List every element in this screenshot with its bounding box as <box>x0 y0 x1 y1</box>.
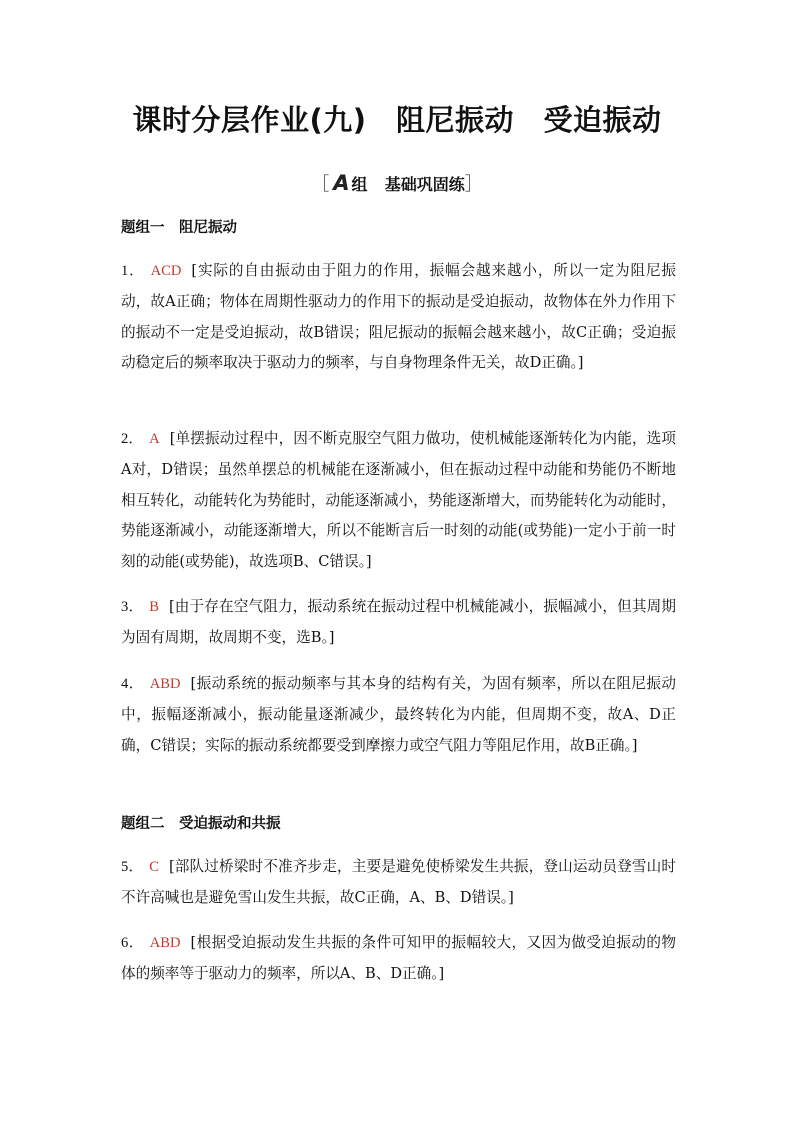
item-answer: ABD <box>149 676 181 692</box>
item-explanation: [实际的自由振动由于阻力的作用，振幅会越来越小，所以一定为阻尼振动，故A正确；物体在周期性驱动力的作用下的振动是受迫振动，故物体在外力作用下的振动不一定是受迫振动，故B错误；阻尼振动的振幅会越来越小，故C正确；受迫振动稳定后的频率取决于驱动力的频率，与自身物理条件无关，故D正确。] <box>121 262 676 372</box>
item-explanation: [部队过桥梁时不准齐步走，主要是避免使桥梁发生共振，登山运动员登雪山时不许高喊也是避免雪山发生共振，故C正确，A、B、D错误。] <box>121 858 676 906</box>
item-explanation: [由于存在空气阻力，振动系统在振动过程中机械能减小，振幅减小，但其周期为固有周期，故周期不变，选B。] <box>121 598 676 646</box>
item-answer: ACD <box>150 263 182 279</box>
group-header-open-bracket: ［ <box>311 174 330 195</box>
answer-item <box>121 669 676 761</box>
group-header-close-bracket: ］ <box>464 174 483 195</box>
group-letter: A <box>333 171 350 195</box>
answer-item <box>121 928 676 990</box>
section-title: 题组二 受迫振动和共振 <box>121 816 281 832</box>
item-number: 4． <box>121 676 144 692</box>
group-letter-badge <box>333 171 349 195</box>
answer-item <box>121 424 676 578</box>
answer-item <box>121 256 676 379</box>
item-number: 5． <box>121 859 144 875</box>
item-answer: C <box>149 859 159 875</box>
item-answer: B <box>149 599 159 615</box>
answer-item <box>121 852 676 914</box>
group-label: 组 <box>351 175 368 194</box>
item-number: 3． <box>121 599 144 615</box>
item-number: 6． <box>121 935 144 951</box>
item-explanation: [单摆振动过程中，因不断克服空气阻力做功，使机械能逐渐转化为内能，选项A对，D错误；虽然单摆总的机械能在逐渐减小，但在振动过程中动能和势能仍不断地相互转化，动能转化为势能时，动能逐渐减小，势能逐渐增大，而势能转化为动能时，势能逐渐减小，动能逐渐增大，所以不能断言后一时刻的动能(或势能)一定小于前一时刻的动能(或势能)，故选项B、C错误。] <box>121 430 676 571</box>
item-number: 2． <box>121 431 144 447</box>
group-name: 基础巩固练 <box>384 175 465 194</box>
section-title: 题组一 阻尼振动 <box>121 220 237 236</box>
item-number: 1． <box>121 263 145 279</box>
answer-item <box>121 592 676 654</box>
group-header <box>0 170 794 196</box>
page-title: 课时分层作业(九) 阻尼振动 受迫振动 <box>132 103 662 137</box>
item-explanation: [根据受迫振动发生共振的条件可知甲的振幅较大，又因为做受迫振动的物体的频率等于驱动力的频率，所以A、B、D正确。] <box>121 934 676 982</box>
item-answer: A <box>149 431 160 447</box>
item-answer: ABD <box>149 935 181 951</box>
item-explanation: [振动系统的振动频率与其本身的结构有关，为固有频率，所以在阻尼振动中，振幅逐渐减小，振动能量逐渐减少，最终转化为内能，但周期不变，故A、D正确，C错误；实际的振动系统都要受到摩擦力或空气阻力等阻尼作用，故B正确。] <box>121 675 676 754</box>
